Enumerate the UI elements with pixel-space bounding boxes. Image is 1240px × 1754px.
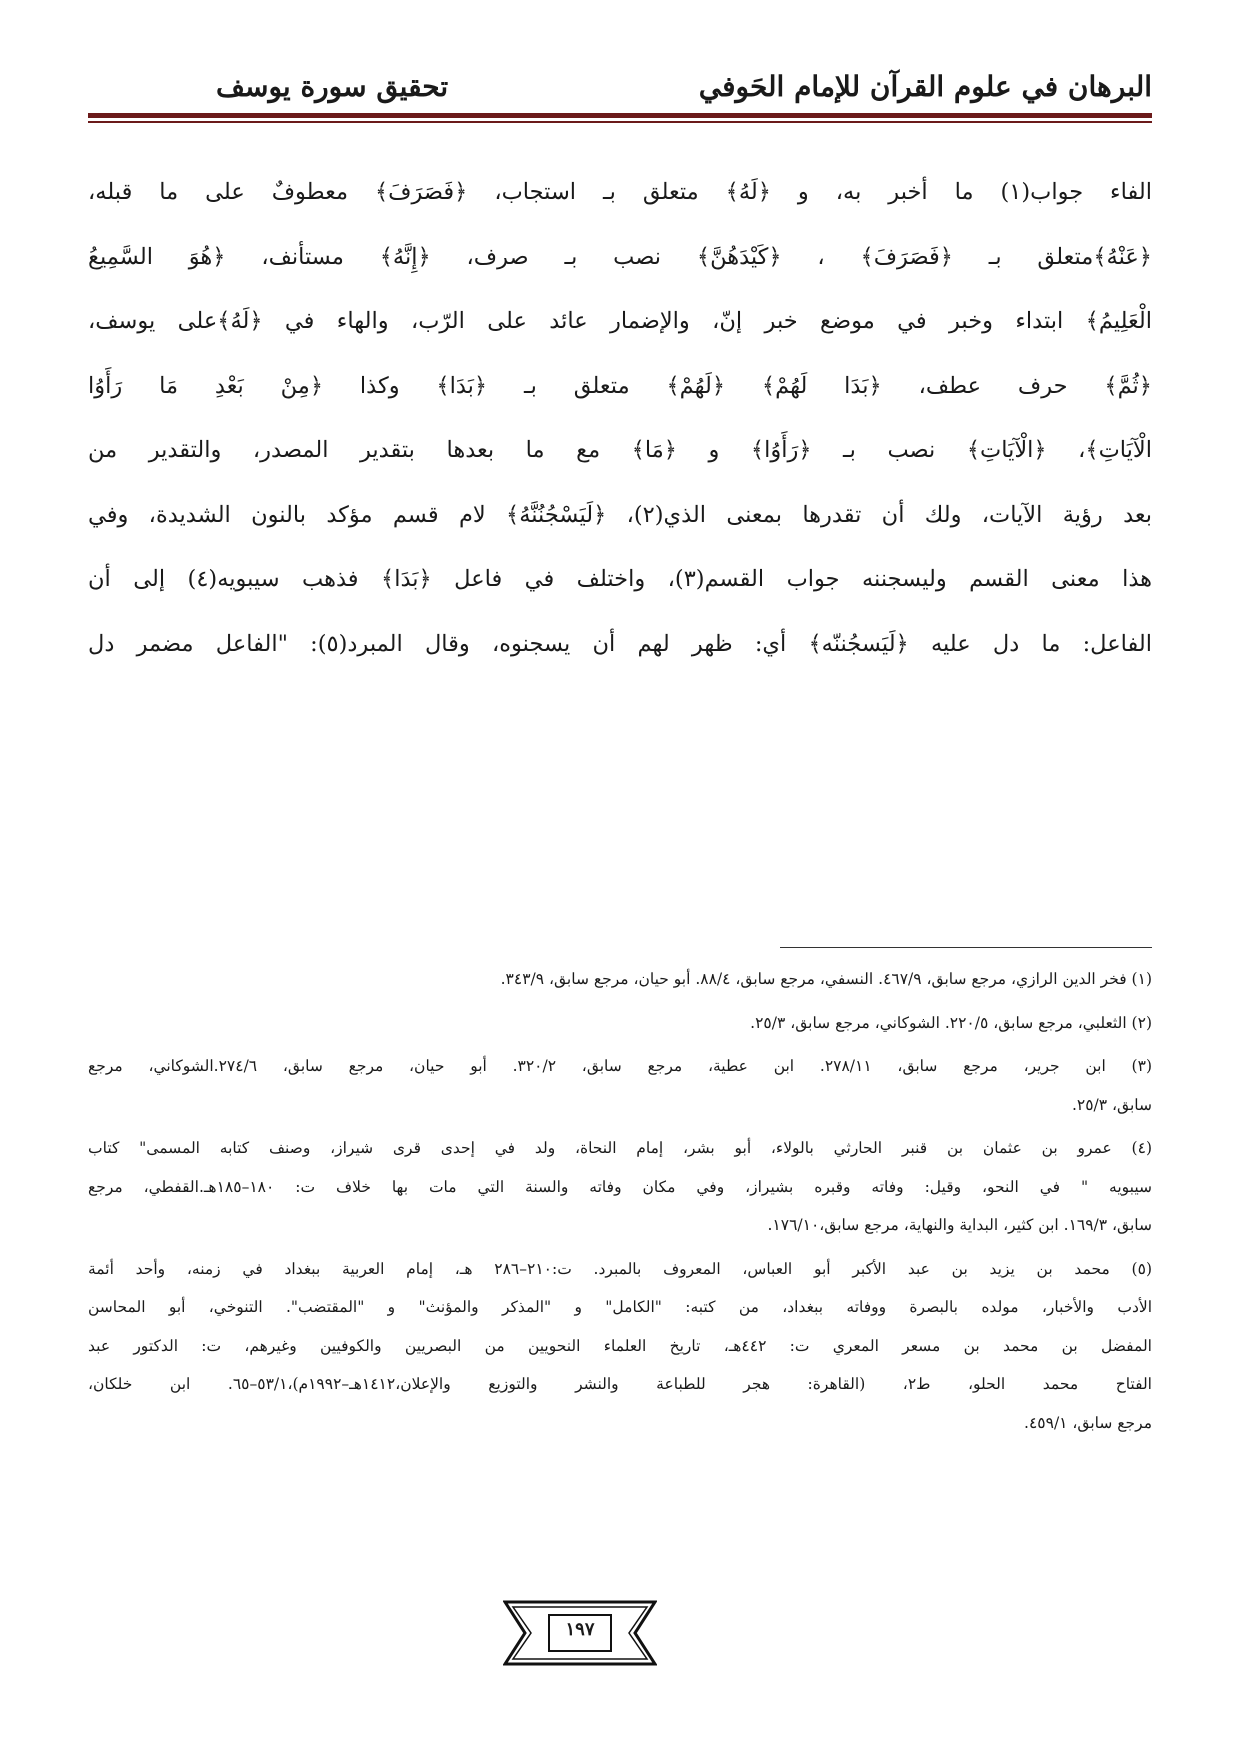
footnote-5-line: المفضل بن محمد بن مسعر المعري ت: ٤٤٢هـ، تاريخ العلماء النحويين من البصريين والكوفيين وغيرهم، ت: الدكتور عبد — [88, 1336, 1152, 1355]
text-line: الْعَلِيمُ﴾ ابتداء وخبر في موضع خبر إنّ، والإضمار عائد على الرّب، والهاء في ﴿لَهُ﴾على يوسف، — [88, 308, 1152, 334]
footnote-separator — [780, 947, 1152, 948]
footnote-4-line: (٤) عمرو بن عثمان بن قنبر الحارثي بالولاء، أبو بشر، إمام النحاة، ولد في إحدى قرى شيراز، وصنف كتابه المسمى" كتاب — [88, 1139, 1152, 1157]
footnote-5-line: الفتاح محمد الحلو، ط٢، (القاهرة: هجر للطباعة والنشر والتوزيع والإعلان،١٤١٢هـ–١٩٩٢م)،٥٣/١–٦٥. ابن خلكان، — [88, 1375, 1152, 1393]
footnote-2: (٢) الثعلبي، مرجع سابق، ٢٢٠/٥. الشوكاني، مرجع سابق، ٢٥/٣. — [750, 1013, 1152, 1032]
page-number-ornament — [503, 1598, 657, 1668]
text-line: ﴿ثُمَّ﴾ حرف عطف، ﴿بَدَا لَهُمْ﴾ ﴿لَهُمْ﴾ متعلق بـ ﴿بَدَا﴾ وكذا ﴿مِنْ بَعْدِ مَا رَأَوُا — [88, 372, 1152, 399]
header-rule-thin — [88, 121, 1152, 123]
page-number: ١٩٧ — [565, 1619, 595, 1640]
footnote-5-line: (٥) محمد بن يزيد بن عبد الأكبر أبو العباس، المعروف بالمبرد. ت:٢١٠–٢٨٦ هـ، إمام العربية ببغداد في زمنه، وأحد أئمة — [88, 1259, 1152, 1278]
section-title: تحقيق سورة يوسف — [216, 70, 449, 103]
text-line: الفاعل: ما دل عليه ﴿لَيَسجُننّه﴾ أي: ظهر لهم أن يسجنوه، وقال المبرد(٥): "الفاعل مضمر دل — [88, 630, 1152, 657]
footnotes — [88, 960, 1152, 1442]
text-line: هذا معنى القسم وليسجننه جواب القسم(٣)، واختلف في فاعل ﴿بَدَا﴾ فذهب سيبويه(٤) إلى أن — [88, 566, 1152, 592]
footnote-4-line: سيبويه " في النحو، وقيل: وفاته وقبره بشيراز، وفي مكان وفاته والسنة التي مات بها خلاف ت: ١٨٠–١٨٥هـ.القفطي، مرجع — [88, 1177, 1152, 1196]
text-line: الْآيَاتِ﴾، ﴿الْآيَاتِ﴾ نصب بـ ﴿رَأَوُا﴾ و ﴿مَا﴾ مع ما بعدها بتقدير المصدر، والتقدير من — [88, 437, 1152, 463]
footnote-3-line: (٣) ابن جرير، مرجع سابق، ٢٧٨/١١. ابن عطية، مرجع سابق، ٣٢٠/٢. أبو حيان، مرجع سابق، ٢٧٤/٦.الشوكاني، مرجع — [88, 1057, 1152, 1075]
text-line: ﴿عَنْهُ﴾متعلق بـ ﴿فَصَرَفَ﴾ ، ﴿كَيْدَهُنَّ﴾ نصب بـ صرف، ﴿إِنَّهُ﴾ مستأنف، ﴿هُوَ السَّمِيعُ — [88, 243, 1152, 270]
footnote-4-line: سابق، ١٦٩/٣. ابن كثير، البداية والنهاية، مرجع سابق،١٧٦/١٠. — [767, 1216, 1152, 1234]
running-header — [88, 70, 1152, 110]
header-rule-thick — [88, 113, 1152, 118]
footnote-1: (١) فخر الدين الرازي، مرجع سابق، ٤٦٧/٩. النسفي، مرجع سابق، ٨٨/٤. أبو حيان، مرجع سابق، ٣٤٣/٩. — [500, 970, 1152, 988]
main-text — [88, 160, 1152, 676]
book-title: البرهان في علوم القرآن للإمام الحَوفي — [698, 70, 1152, 103]
text-line: الفاء جواب(١) ما أخبر به، و ﴿لَهُ﴾ متعلق بـ استجاب، ﴿فَصَرَفَ﴾ معطوفٌ على ما قبله، — [88, 179, 1152, 205]
footnote-3-line: سابق، ٢٥/٣. — [1071, 1095, 1152, 1114]
text-line: بعد رؤية الآيات، ولك أن تقدرها بمعنى الذي(٢)، ﴿لَيَسْجُنُنَّهُ﴾ لام قسم مؤكد بالنون الشديدة، وفي — [88, 501, 1152, 528]
footnote-5-line: الأدب والأخبار، مولده بالبصرة ووفاته ببغداد، من كتبه: "الكامل" و "المذكر والمؤنث" و "المقتضب". التنوخي، أبو المحاسن — [88, 1298, 1152, 1316]
footnote-5-line: مرجع سابق، ٤٥٩/١. — [1024, 1413, 1152, 1432]
